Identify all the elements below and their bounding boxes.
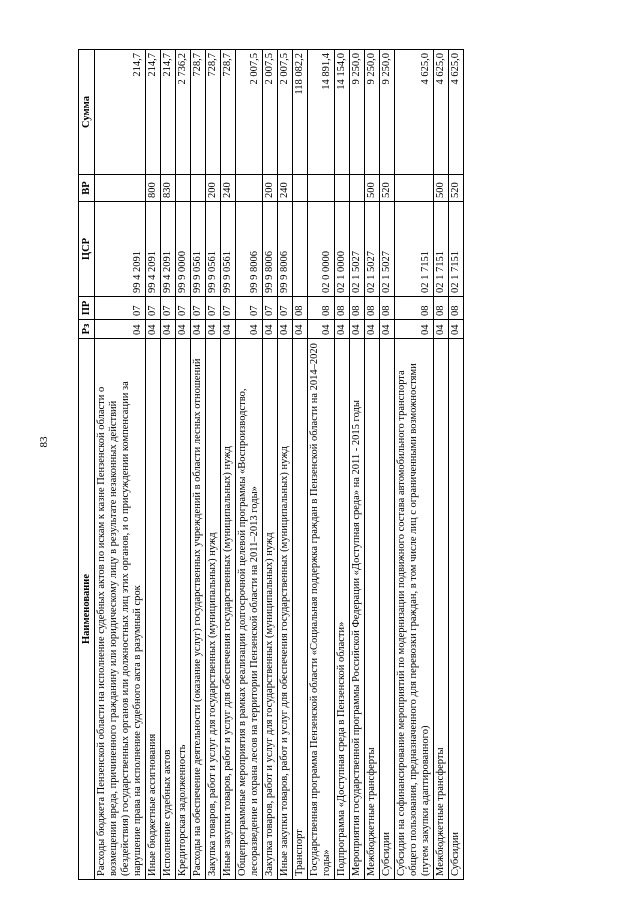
table-row — [95, 50, 146, 880]
row-rz: 04 — [395, 320, 434, 339]
row-vr — [293, 175, 308, 202]
row-sum: 9 250,0 — [365, 50, 380, 175]
row-sum: 2 736,2 — [176, 50, 191, 175]
row-pr: 07 — [206, 297, 221, 320]
row-rz: 04 — [161, 320, 176, 339]
row-vr: 800 — [146, 175, 161, 202]
row-sum: 4 625,0 — [449, 50, 464, 175]
table-header — [79, 50, 95, 880]
row-csr: 99 9 8006 — [263, 202, 278, 297]
table-row — [206, 50, 221, 880]
row-sum: 728,7 — [221, 50, 236, 175]
row-csr: 02 0 0000 — [308, 202, 335, 297]
row-pr: 07 — [176, 297, 191, 320]
header-vr: ВР — [79, 175, 95, 202]
row-csr: 99 4 2091 — [95, 202, 146, 297]
row-rz: 04 — [221, 320, 236, 339]
row-pr: 07 — [236, 297, 263, 320]
row-pr: 07 — [191, 297, 206, 320]
row-rz: 04 — [380, 320, 395, 339]
row-rz: 04 — [365, 320, 380, 339]
table-row — [263, 50, 278, 880]
row-csr: 99 9 8006 — [236, 202, 263, 297]
row-rz: 04 — [176, 320, 191, 339]
row-name: Иные закупки товаров, работ и услуг для обеспечения государственных (муниципальных) нужд — [278, 339, 293, 880]
row-rz: 04 — [236, 320, 263, 339]
table-row — [395, 50, 434, 880]
row-csr: 02 1 7151 — [434, 202, 449, 297]
row-csr: 02 1 5027 — [380, 202, 395, 297]
row-sum: 9 250,0 — [380, 50, 395, 175]
table-row — [365, 50, 380, 880]
row-csr: 99 4 2091 — [161, 202, 176, 297]
row-vr: 830 — [161, 175, 176, 202]
header-rz: Рз — [79, 320, 95, 339]
row-name: Субсидии на софинансирование мероприятий по модернизации подвижного состава автомобильного транспорта общего пользования, предназначенного для перевозки граждан, в том числе лиц с ограниченными возможностями (путем закупки адаптированного) — [395, 339, 434, 880]
row-pr: 08 — [308, 297, 335, 320]
header-pr: ПР — [79, 297, 95, 320]
table-row — [176, 50, 191, 880]
row-sum: 2 007,5 — [263, 50, 278, 175]
row-csr: 02 1 5027 — [365, 202, 380, 297]
row-pr: 08 — [335, 297, 350, 320]
row-name: Транспорт — [293, 339, 308, 880]
table-row — [161, 50, 176, 880]
row-name: Государственная программа Пензенской области «Социальная поддержка граждан в Пензенской области на 2014–2020 годы» — [308, 339, 335, 880]
row-rz: 04 — [449, 320, 464, 339]
row-vr: 500 — [365, 175, 380, 202]
budget-table-rotated — [78, 50, 578, 880]
row-sum: 214,7 — [146, 50, 161, 175]
row-pr: 07 — [95, 297, 146, 320]
row-sum: 2 007,5 — [278, 50, 293, 175]
row-rz: 04 — [293, 320, 308, 339]
row-csr: 02 1 5027 — [350, 202, 365, 297]
row-name: Расходы на обеспечение деятельности (оказание услуг) государственных учреждений в области лесных отношений — [191, 339, 206, 880]
row-sum: 118 082,2 — [293, 50, 308, 175]
row-name: Кредиторская задолженность — [176, 339, 191, 880]
row-vr: 240 — [221, 175, 236, 202]
row-vr — [236, 175, 263, 202]
row-vr: 200 — [206, 175, 221, 202]
table-row — [146, 50, 161, 880]
row-sum: 9 250,0 — [350, 50, 365, 175]
row-name: Субсидии — [380, 339, 395, 880]
budget-table — [78, 49, 464, 880]
row-rz: 04 — [206, 320, 221, 339]
row-vr — [191, 175, 206, 202]
row-name: Подпрограмма «Доступная среда в Пензенской области» — [335, 339, 350, 880]
row-sum: 4 625,0 — [434, 50, 449, 175]
row-csr: 02 1 7151 — [395, 202, 434, 297]
row-pr: 07 — [221, 297, 236, 320]
table-row — [191, 50, 206, 880]
row-sum: 728,7 — [191, 50, 206, 175]
row-name: Мероприятия государственной программы Российской Федерации «Доступная среда» на 2011 - 2015 годы — [350, 339, 365, 880]
row-name: Исполнение судебных актов — [161, 339, 176, 880]
row-pr: 07 — [278, 297, 293, 320]
row-csr: 99 9 0561 — [191, 202, 206, 297]
row-vr — [350, 175, 365, 202]
table-row — [449, 50, 464, 880]
row-pr: 08 — [449, 297, 464, 320]
row-name: Межбюджетные трансферты — [434, 339, 449, 880]
row-csr: 02 1 7151 — [449, 202, 464, 297]
header-sum: Сумма — [79, 50, 95, 175]
row-vr: 520 — [380, 175, 395, 202]
row-pr: 08 — [365, 297, 380, 320]
row-name: Общепрограммные мероприятия в рамках реализации долгосрочной целевой программы «Воспроизводство, лесоразведение и охрана лесов на территории Пензенской области на 2011–2013 годы» — [236, 339, 263, 880]
row-csr: 99 9 8006 — [278, 202, 293, 297]
row-vr: 200 — [263, 175, 278, 202]
row-name: Иные бюджетные ассигнования — [146, 339, 161, 880]
row-sum: 2 007,5 — [236, 50, 263, 175]
header-csr: ЦСР — [79, 202, 95, 297]
table-row — [308, 50, 335, 880]
row-rz: 04 — [350, 320, 365, 339]
row-vr: 240 — [278, 175, 293, 202]
row-vr — [335, 175, 350, 202]
row-vr — [395, 175, 434, 202]
row-vr — [95, 175, 146, 202]
row-sum: 214,7 — [161, 50, 176, 175]
table-row — [335, 50, 350, 880]
row-sum: 14 154,0 — [335, 50, 350, 175]
row-name: Иные закупки товаров, работ и услуг для обеспечения государственных (муниципальных) нужд — [221, 339, 236, 880]
row-sum: 214,7 — [95, 50, 146, 175]
table-body — [95, 50, 464, 880]
row-csr — [293, 202, 308, 297]
row-csr: 99 4 2091 — [146, 202, 161, 297]
row-pr: 08 — [350, 297, 365, 320]
row-vr — [308, 175, 335, 202]
row-name: Субсидии — [449, 339, 464, 880]
row-name: Закупка товаров, работ и услуг для государственных (муниципальных) нужд — [263, 339, 278, 880]
row-rz: 04 — [95, 320, 146, 339]
header-name: Наименование — [79, 339, 95, 880]
row-vr — [176, 175, 191, 202]
row-pr: 07 — [263, 297, 278, 320]
row-sum: 4 625,0 — [395, 50, 434, 175]
row-pr: 07 — [146, 297, 161, 320]
row-rz: 04 — [146, 320, 161, 339]
row-sum: 728,7 — [206, 50, 221, 175]
row-name: Расходы бюджета Пензенской области на исполнение судебных актов по искам к казне Пензенской области о возмещении вреда, причиненного гражданину или юридическому лицу в результате незаконных действий (бездействия) государственных органов или должностных лиц этих органов, и о присуждении компенсации за нарушение права на исполнение судебного акта в разумный срок — [95, 339, 146, 880]
row-sum: 14 891,4 — [308, 50, 335, 175]
table-row — [236, 50, 263, 880]
row-name: Закупка товаров, работ и услуг для государственных (муниципальных) нужд — [206, 339, 221, 880]
row-csr: 99 9 0561 — [221, 202, 236, 297]
row-pr: 08 — [395, 297, 434, 320]
row-pr: 08 — [434, 297, 449, 320]
table-row — [278, 50, 293, 880]
row-pr: 07 — [161, 297, 176, 320]
row-name: Межбюджетные трансферты — [365, 339, 380, 880]
row-rz: 04 — [335, 320, 350, 339]
row-csr: 99 9 0561 — [206, 202, 221, 297]
row-rz: 04 — [263, 320, 278, 339]
row-rz: 04 — [308, 320, 335, 339]
table-row — [350, 50, 365, 880]
row-rz: 04 — [434, 320, 449, 339]
table-row — [434, 50, 449, 880]
page-number: 83 — [38, 436, 50, 448]
row-pr: 08 — [293, 297, 308, 320]
row-csr: 99 9 0000 — [176, 202, 191, 297]
table-row — [221, 50, 236, 880]
row-vr: 520 — [449, 175, 464, 202]
table-row — [380, 50, 395, 880]
row-rz: 04 — [278, 320, 293, 339]
row-pr: 08 — [380, 297, 395, 320]
table-row — [293, 50, 308, 880]
row-rz: 04 — [191, 320, 206, 339]
row-vr: 500 — [434, 175, 449, 202]
row-csr: 02 1 0000 — [335, 202, 350, 297]
